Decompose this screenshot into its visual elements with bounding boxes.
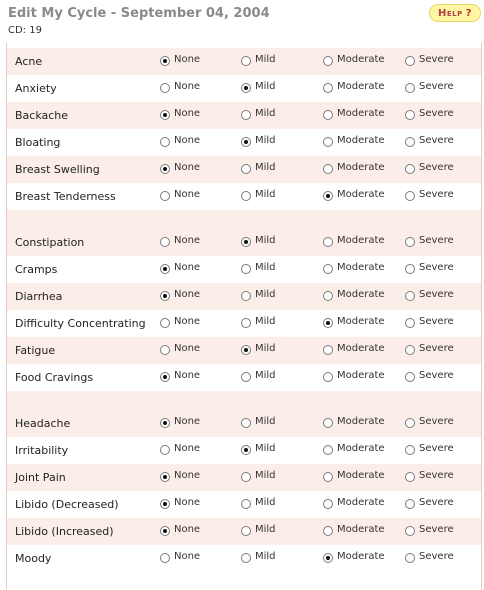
severity-option-mild[interactable] xyxy=(241,470,276,481)
radio-button[interactable] xyxy=(323,526,333,536)
option-label: None xyxy=(174,370,201,381)
option-label: Mild xyxy=(255,189,276,200)
severity-option-none[interactable] xyxy=(160,551,200,562)
severity-option-moderate[interactable] xyxy=(323,316,385,327)
severity-option-moderate[interactable] xyxy=(323,497,385,508)
option-label: Severe xyxy=(419,289,454,300)
symptom-label: Breast Tenderness xyxy=(15,190,116,203)
option-label: Moderate xyxy=(337,443,385,454)
radio-button[interactable] xyxy=(323,110,333,120)
option-label: Moderate xyxy=(337,551,385,562)
severity-option-mild[interactable] xyxy=(241,551,276,562)
severity-option-none[interactable] xyxy=(160,81,200,92)
radio-button[interactable] xyxy=(405,553,415,563)
symptom-label: Bloating xyxy=(15,136,61,149)
radio-button[interactable] xyxy=(160,83,170,93)
radio-button[interactable] xyxy=(160,418,170,428)
option-label: Moderate xyxy=(337,235,385,246)
severity-option-moderate[interactable] xyxy=(323,289,385,300)
radio-button[interactable] xyxy=(323,553,333,563)
option-label: None xyxy=(174,189,201,200)
option-label: Moderate xyxy=(337,189,385,200)
radio-button[interactable] xyxy=(323,499,333,509)
radio-button[interactable] xyxy=(405,499,415,509)
option-label: None xyxy=(174,135,201,146)
option-label: Severe xyxy=(419,443,454,454)
radio-button[interactable] xyxy=(241,237,251,247)
option-label: Mild xyxy=(255,289,276,300)
severity-option-moderate[interactable] xyxy=(323,108,385,119)
option-label: Moderate xyxy=(337,497,385,508)
severity-option-mild[interactable] xyxy=(241,189,276,200)
symptom-row xyxy=(7,229,481,256)
option-label: Severe xyxy=(419,551,454,562)
option-label: None xyxy=(174,289,201,300)
option-label: Moderate xyxy=(337,470,385,481)
help-question-icon: ? xyxy=(465,7,473,19)
symptom-label: Headache xyxy=(15,417,71,430)
symptom-label: Joint Pain xyxy=(15,471,66,484)
severity-option-severe[interactable] xyxy=(405,443,454,454)
radio-button[interactable] xyxy=(323,318,333,328)
radio-button[interactable] xyxy=(160,110,170,120)
option-label: Mild xyxy=(255,316,276,327)
severity-option-severe[interactable] xyxy=(405,189,454,200)
radio-button[interactable] xyxy=(241,553,251,563)
option-label: Severe xyxy=(419,162,454,173)
severity-option-severe[interactable] xyxy=(405,81,454,92)
radio-button[interactable] xyxy=(241,445,251,455)
severity-option-none[interactable] xyxy=(160,54,200,65)
option-label: Moderate xyxy=(337,54,385,65)
radio-button[interactable] xyxy=(323,137,333,147)
radio-button[interactable] xyxy=(160,526,170,536)
radio-button[interactable] xyxy=(323,56,333,66)
radio-button[interactable] xyxy=(160,191,170,201)
severity-option-severe[interactable] xyxy=(405,316,454,327)
severity-option-moderate[interactable] xyxy=(323,443,385,454)
severity-option-mild[interactable] xyxy=(241,262,276,273)
symptom-row xyxy=(7,545,481,572)
radio-button[interactable] xyxy=(323,445,333,455)
radio-button[interactable] xyxy=(241,526,251,536)
radio-button[interactable] xyxy=(241,164,251,174)
severity-option-none[interactable] xyxy=(160,235,200,246)
severity-option-moderate[interactable] xyxy=(323,343,385,354)
option-label: Moderate xyxy=(337,289,385,300)
group-separator xyxy=(7,210,481,229)
severity-option-mild[interactable] xyxy=(241,289,276,300)
option-label: Severe xyxy=(419,416,454,427)
severity-option-mild[interactable] xyxy=(241,316,276,327)
radio-button[interactable] xyxy=(160,553,170,563)
option-label: Severe xyxy=(419,108,454,119)
radio-button[interactable] xyxy=(405,264,415,274)
severity-option-moderate[interactable] xyxy=(323,135,385,146)
radio-button[interactable] xyxy=(241,372,251,382)
severity-option-moderate[interactable] xyxy=(323,262,385,273)
group-separator xyxy=(7,391,481,410)
radio-button[interactable] xyxy=(405,445,415,455)
radio-button[interactable] xyxy=(323,472,333,482)
radio-button[interactable] xyxy=(405,191,415,201)
severity-option-none[interactable] xyxy=(160,497,200,508)
symptom-row xyxy=(7,310,481,337)
severity-option-mild[interactable] xyxy=(241,416,276,427)
radio-button[interactable] xyxy=(160,318,170,328)
option-label: None xyxy=(174,551,201,562)
severity-option-none[interactable] xyxy=(160,343,200,354)
severity-option-moderate[interactable] xyxy=(323,551,385,562)
symptom-label: Fatigue xyxy=(15,344,56,357)
severity-option-severe[interactable] xyxy=(405,54,454,65)
severity-option-mild[interactable] xyxy=(241,343,276,354)
severity-option-mild[interactable] xyxy=(241,524,276,535)
severity-option-none[interactable] xyxy=(160,162,200,173)
severity-option-mild[interactable] xyxy=(241,54,276,65)
severity-option-severe[interactable] xyxy=(405,289,454,300)
symptom-row xyxy=(7,491,481,518)
radio-button[interactable] xyxy=(323,264,333,274)
radio-button[interactable] xyxy=(323,291,333,301)
symptom-row xyxy=(7,102,481,129)
severity-option-moderate[interactable] xyxy=(323,235,385,246)
radio-button[interactable] xyxy=(241,137,251,147)
radio-button[interactable] xyxy=(160,237,170,247)
severity-option-moderate[interactable] xyxy=(323,524,385,535)
symptom-label: Backache xyxy=(15,109,69,122)
option-label: Severe xyxy=(419,316,454,327)
symptom-label: Food Cravings xyxy=(15,371,94,384)
radio-button[interactable] xyxy=(160,137,170,147)
severity-option-mild[interactable] xyxy=(241,497,276,508)
severity-option-severe[interactable] xyxy=(405,108,454,119)
option-label: Mild xyxy=(255,135,276,146)
radio-button[interactable] xyxy=(241,83,251,93)
symptom-label: Acne xyxy=(15,55,43,68)
option-label: Moderate xyxy=(337,316,385,327)
radio-button[interactable] xyxy=(160,164,170,174)
radio-button[interactable] xyxy=(241,264,251,274)
option-label: Mild xyxy=(255,497,276,508)
symptom-label: Constipation xyxy=(15,236,85,249)
option-label: Moderate xyxy=(337,108,385,119)
option-label: Moderate xyxy=(337,81,385,92)
option-label: Mild xyxy=(255,81,276,92)
severity-option-mild[interactable] xyxy=(241,162,276,173)
option-label: Mild xyxy=(255,470,276,481)
option-label: Severe xyxy=(419,370,454,381)
help-button[interactable] xyxy=(429,4,481,22)
severity-option-mild[interactable] xyxy=(241,81,276,92)
page-title: Edit My Cycle - September 04, 2004 xyxy=(8,6,270,21)
symptom-row xyxy=(7,410,481,437)
severity-option-severe[interactable] xyxy=(405,370,454,381)
radio-button[interactable] xyxy=(241,499,251,509)
symptom-label: Libido (Decreased) xyxy=(15,498,119,511)
symptom-row xyxy=(7,48,481,75)
symptom-row xyxy=(7,518,481,545)
severity-option-severe[interactable] xyxy=(405,235,454,246)
radio-button[interactable] xyxy=(405,318,415,328)
severity-option-severe[interactable] xyxy=(405,470,454,481)
option-label: Moderate xyxy=(337,162,385,173)
severity-option-severe[interactable] xyxy=(405,497,454,508)
radio-button[interactable] xyxy=(323,237,333,247)
radio-button[interactable] xyxy=(405,110,415,120)
symptom-row xyxy=(7,337,481,364)
radio-button[interactable] xyxy=(405,237,415,247)
option-label: None xyxy=(174,262,201,273)
severity-option-moderate[interactable] xyxy=(323,470,385,481)
symptom-label: Cramps xyxy=(15,263,58,276)
severity-option-mild[interactable] xyxy=(241,235,276,246)
option-label: Mild xyxy=(255,235,276,246)
radio-button[interactable] xyxy=(405,345,415,355)
symptom-row xyxy=(7,437,481,464)
option-label: None xyxy=(174,416,201,427)
option-label: Mild xyxy=(255,416,276,427)
severity-option-none[interactable] xyxy=(160,135,200,146)
option-label: Severe xyxy=(419,262,454,273)
symptom-row xyxy=(7,156,481,183)
severity-option-none[interactable] xyxy=(160,470,200,481)
severity-option-moderate[interactable] xyxy=(323,416,385,427)
radio-button[interactable] xyxy=(160,56,170,66)
help-label: Help xyxy=(437,7,463,19)
radio-button[interactable] xyxy=(160,264,170,274)
severity-option-none[interactable] xyxy=(160,524,200,535)
severity-option-severe[interactable] xyxy=(405,416,454,427)
option-label: Moderate xyxy=(337,416,385,427)
severity-option-severe[interactable] xyxy=(405,135,454,146)
symptom-row xyxy=(7,183,481,210)
option-label: Moderate xyxy=(337,524,385,535)
symptom-row xyxy=(7,129,481,156)
option-label: Mild xyxy=(255,551,276,562)
radio-button[interactable] xyxy=(405,418,415,428)
radio-button[interactable] xyxy=(405,291,415,301)
radio-button[interactable] xyxy=(323,372,333,382)
option-label: Mild xyxy=(255,370,276,381)
severity-option-severe[interactable] xyxy=(405,262,454,273)
radio-button[interactable] xyxy=(405,83,415,93)
option-label: Severe xyxy=(419,135,454,146)
option-label: None xyxy=(174,524,201,535)
option-label: None xyxy=(174,108,201,119)
severity-option-mild[interactable] xyxy=(241,443,276,454)
option-label: Severe xyxy=(419,497,454,508)
radio-button[interactable] xyxy=(160,291,170,301)
symptom-label: Breast Swelling xyxy=(15,163,100,176)
radio-button[interactable] xyxy=(405,472,415,482)
option-label: None xyxy=(174,497,201,508)
option-label: Mild xyxy=(255,108,276,119)
option-label: Mild xyxy=(255,162,276,173)
severity-option-none[interactable] xyxy=(160,316,200,327)
option-label: None xyxy=(174,470,201,481)
severity-option-moderate[interactable] xyxy=(323,370,385,381)
severity-option-severe[interactable] xyxy=(405,162,454,173)
option-label: Severe xyxy=(419,54,454,65)
severity-option-none[interactable] xyxy=(160,370,200,381)
severity-option-none[interactable] xyxy=(160,443,200,454)
symptom-row xyxy=(7,364,481,391)
severity-option-none[interactable] xyxy=(160,189,200,200)
option-label: Severe xyxy=(419,470,454,481)
option-label: Severe xyxy=(419,524,454,535)
option-label: Mild xyxy=(255,343,276,354)
option-label: Severe xyxy=(419,343,454,354)
symptom-label: Libido (Increased) xyxy=(15,525,114,538)
radio-button[interactable] xyxy=(405,56,415,66)
radio-button[interactable] xyxy=(323,191,333,201)
option-label: Moderate xyxy=(337,135,385,146)
radio-button[interactable] xyxy=(241,472,251,482)
radio-button[interactable] xyxy=(323,345,333,355)
radio-button[interactable] xyxy=(241,345,251,355)
radio-button[interactable] xyxy=(160,499,170,509)
symptom-row xyxy=(7,283,481,310)
symptoms-panel xyxy=(6,43,482,590)
option-label: Severe xyxy=(419,81,454,92)
option-label: None xyxy=(174,54,201,65)
option-label: None xyxy=(174,235,201,246)
symptom-label: Difficulty Concentrating xyxy=(15,317,146,330)
severity-option-moderate[interactable] xyxy=(323,162,385,173)
symptom-row xyxy=(7,464,481,491)
severity-option-moderate[interactable] xyxy=(323,81,385,92)
radio-button[interactable] xyxy=(241,110,251,120)
severity-option-none[interactable] xyxy=(160,262,200,273)
severity-option-none[interactable] xyxy=(160,108,200,119)
option-label: Mild xyxy=(255,262,276,273)
severity-option-mild[interactable] xyxy=(241,135,276,146)
option-label: Moderate xyxy=(337,370,385,381)
severity-option-moderate[interactable] xyxy=(323,189,385,200)
radio-button[interactable] xyxy=(241,318,251,328)
radio-button[interactable] xyxy=(241,418,251,428)
severity-option-moderate[interactable] xyxy=(323,54,385,65)
option-label: None xyxy=(174,316,201,327)
radio-button[interactable] xyxy=(323,418,333,428)
symptom-label: Diarrhea xyxy=(15,290,63,303)
symptom-label: Anxiety xyxy=(15,82,57,95)
severity-option-severe[interactable] xyxy=(405,524,454,535)
option-label: Severe xyxy=(419,189,454,200)
severity-option-mild[interactable] xyxy=(241,108,276,119)
radio-button[interactable] xyxy=(405,137,415,147)
radio-button[interactable] xyxy=(405,164,415,174)
option-label: None xyxy=(174,443,201,454)
symptom-label: Irritability xyxy=(15,444,69,457)
radio-button[interactable] xyxy=(160,345,170,355)
option-label: None xyxy=(174,162,201,173)
radio-button[interactable] xyxy=(160,472,170,482)
severity-option-none[interactable] xyxy=(160,289,200,300)
option-label: None xyxy=(174,81,201,92)
radio-button[interactable] xyxy=(323,164,333,174)
severity-option-severe[interactable] xyxy=(405,551,454,562)
symptom-row xyxy=(7,75,481,102)
option-label: Moderate xyxy=(337,343,385,354)
radio-button[interactable] xyxy=(160,445,170,455)
radio-button[interactable] xyxy=(405,372,415,382)
radio-button[interactable] xyxy=(241,191,251,201)
radio-button[interactable] xyxy=(241,291,251,301)
option-label: None xyxy=(174,343,201,354)
radio-button[interactable] xyxy=(241,56,251,66)
radio-button[interactable] xyxy=(405,526,415,536)
severity-option-severe[interactable] xyxy=(405,343,454,354)
option-label: Moderate xyxy=(337,262,385,273)
option-label: Mild xyxy=(255,524,276,535)
radio-button[interactable] xyxy=(323,83,333,93)
cycle-day-label: CD: 19 xyxy=(8,25,42,36)
radio-button[interactable] xyxy=(160,372,170,382)
option-label: Mild xyxy=(255,443,276,454)
option-label: Mild xyxy=(255,54,276,65)
symptom-label: Moody xyxy=(15,552,52,565)
severity-option-mild[interactable] xyxy=(241,370,276,381)
severity-option-none[interactable] xyxy=(160,416,200,427)
option-label: Severe xyxy=(419,235,454,246)
symptom-row xyxy=(7,256,481,283)
